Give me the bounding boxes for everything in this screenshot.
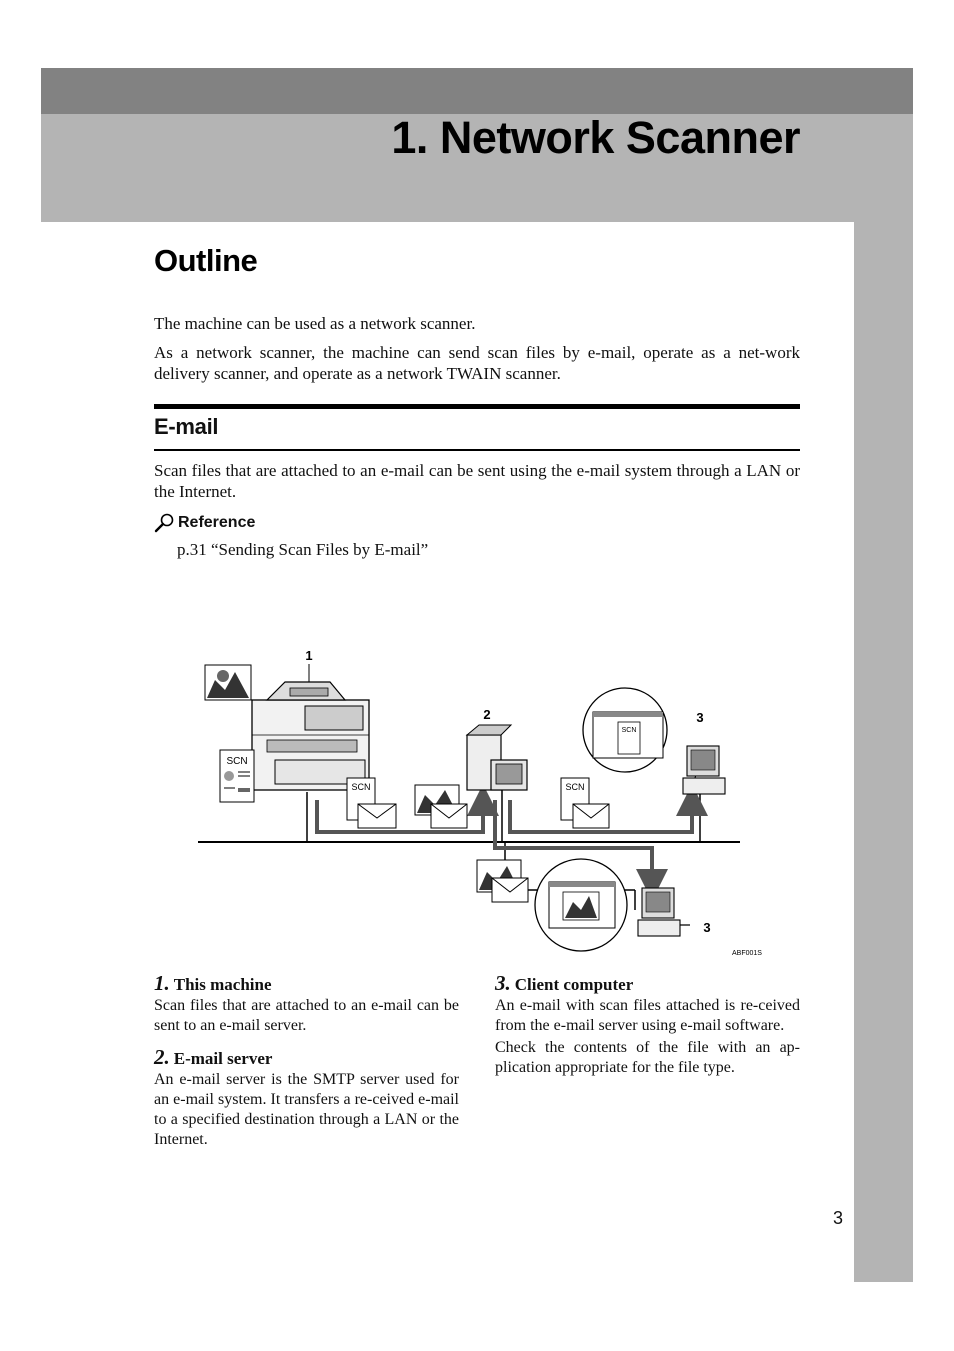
item-number: 2.: [154, 1045, 170, 1069]
item-this-machine: [154, 972, 459, 1038]
multifunction-printer-icon: [252, 682, 369, 790]
item-title: E-mail server: [173, 1049, 273, 1068]
email-network-diagram: [195, 640, 775, 965]
item-number: 1.: [154, 971, 170, 995]
reference-label: Reference: [178, 514, 256, 531]
figure-code: ABF001S: [732, 950, 762, 957]
page-number: 3: [833, 1208, 844, 1228]
intro-paragraph-1: The machine can be used as a network scanner.: [154, 314, 476, 333]
svg-text:SCN: SCN: [565, 782, 585, 792]
item-client-computer: [495, 972, 800, 1080]
subsection-rule-bottom: [154, 449, 800, 451]
item-description: An e-mail server is the SMTP server used for an e-mail system. It transfers a re-ceived e-mail to a specified destination through a LAN or the Internet.: [154, 1071, 459, 1148]
client-screen-zoom-1: [583, 688, 667, 772]
svg-text:SCN: SCN: [351, 782, 371, 792]
photo-envelope-icon: [415, 785, 467, 828]
item-title: This machine: [173, 975, 272, 994]
magnifier-icon: [154, 513, 176, 533]
scan-file-envelope-icon-2: [561, 778, 609, 828]
subsection-rule-top: [154, 404, 800, 409]
callout-2: 2: [483, 707, 491, 722]
intro-paragraph-2: As a network scanner, the machine can send scan files by e-mail, operate as a net-work delivery scanner, and operate as a network TWAIN scanner.: [154, 343, 800, 383]
client-computer-icon-1: [683, 746, 725, 794]
reference-link-text[interactable]: p.31 “Sending Scan Files by E-mail”: [177, 540, 429, 559]
item-description: Scan files that are attached to an e-mail can be sent to an e-mail server.: [154, 997, 459, 1034]
chapter-title: 1. Network Scanner: [391, 112, 800, 163]
item-description-2: Check the contents of the file with an ap-plication appropriate for the file type.: [495, 1039, 800, 1076]
item-title: Client computer: [514, 975, 634, 994]
callout-3a: 3: [696, 710, 704, 725]
section-title: Outline: [154, 243, 258, 278]
scan-file-icon: [220, 750, 254, 802]
item-description: An e-mail with scan files attached is re-ceived from the e-mail server using e-mail software.: [495, 997, 800, 1034]
svg-text:SCN: SCN: [226, 756, 248, 767]
reference-heading: [154, 513, 255, 533]
client-screen-zoom-2: [535, 859, 627, 951]
scan-file-envelope-icon: [347, 778, 396, 828]
callout-3b: 3: [703, 920, 711, 935]
item-email-server: [154, 1046, 459, 1152]
header-band-dark: [41, 68, 913, 114]
email-body: Scan files that are attached to an e-mail can be sent using the e-mail system through a LAN or the Internet.: [154, 461, 800, 501]
photo-thumbnail-icon: [205, 665, 251, 700]
subsection-title: E-mail: [154, 414, 219, 439]
svg-text:SCN: SCN: [621, 727, 637, 734]
side-tab-band: [854, 222, 913, 1282]
callout-1: 1: [305, 648, 313, 663]
email-server-icon: [467, 725, 527, 790]
item-number: 3.: [495, 971, 511, 995]
photo-envelope-icon-2: [477, 860, 528, 902]
client-computer-icon-2: [638, 888, 680, 936]
